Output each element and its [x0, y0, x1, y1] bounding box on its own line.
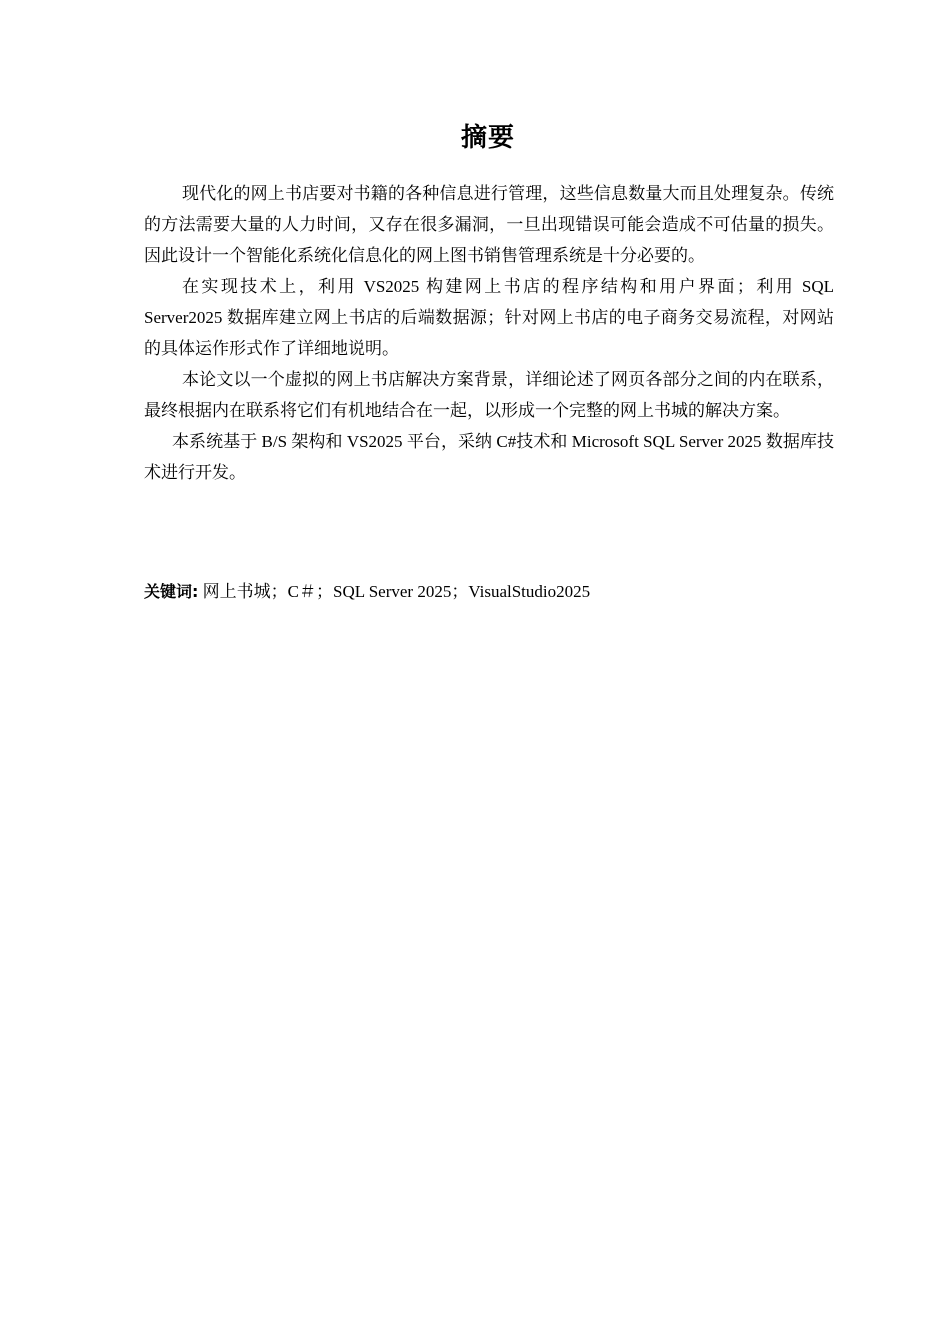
abstract-paragraph-4: 本系统基于 B/S 架构和 VS2025 平台，采纳 C#技术和 Microsoft SQL Server 2025 数据库技术进行开发。 — [144, 432, 834, 482]
abstract-paragraph-1: 现代化的网上书店要对书籍的各种信息进行管理，这些信息数量大而且处理复杂。传统的方法需要大量的人力时间，又存在很多漏洞，一旦出现错误可能会造成不可估量的损失。因此设计一个智能化系统化信息化的网上图书销售管理系统是十分必要的。 — [144, 184, 834, 265]
abstract-title: 摘要 — [460, 123, 515, 153]
abstract-body — [144, 178, 834, 488]
keywords-line — [144, 576, 834, 607]
keywords-value: 网上书城；C＃；SQL Server 2025；VisualStudio2025 — [198, 582, 591, 601]
keywords-label: 关键词: — [144, 582, 199, 601]
abstract-paragraph-3: 本论文以一个虚拟的网上书店解决方案背景，详细论述了网页各部分之间的内在联系，最终根据内在联系将它们有机地结合在一起，以形成一个完整的网上书城的解决方案。 — [144, 370, 834, 420]
abstract-paragraph-2: 在实现技术上，利用 VS2025 构建网上书店的程序结构和用户界面；利用 SQL Server2025 数据库建立网上书店的后端数据源；针对网上书店的电子商务交易流程，对网站的具体运作形式作了详细地说明。 — [144, 277, 834, 358]
